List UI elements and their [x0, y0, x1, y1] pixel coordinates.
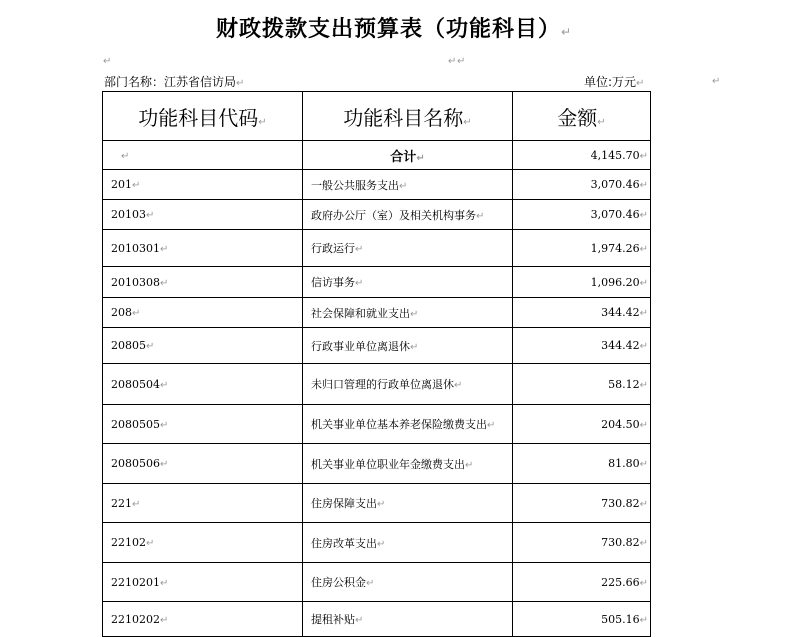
- cell-code: [103, 200, 303, 230]
- header-row: [103, 92, 651, 141]
- cell-name: [303, 563, 513, 602]
- cell-amount-text: 3,070.46: [590, 178, 640, 191]
- paragraph-mark: ↵: [410, 308, 419, 320]
- budget-table: [102, 91, 651, 637]
- cell-code-text: 208: [111, 306, 132, 319]
- paragraph-mark: ↵: [160, 577, 169, 589]
- cell-name-text: 社会保障和就业支出: [311, 306, 410, 320]
- paragraph-mark: ↵: [377, 499, 386, 510]
- paragraph-mark: ↵: [639, 577, 648, 589]
- table-row: [103, 444, 651, 484]
- paragraph-mark: ↵: [639, 419, 648, 431]
- cell-code-text: 2080505: [111, 417, 160, 431]
- cell-code-text: 20103: [111, 208, 146, 221]
- cell-amount-text: 81.80: [608, 457, 640, 470]
- paragraph-mark: ↵: [160, 243, 169, 255]
- paragraph-mark: ↵: [639, 459, 648, 470]
- paragraph-mark: ↵: [636, 78, 645, 89]
- cell-name-text: 机关事业单位基本养老保险缴费支出: [311, 418, 487, 431]
- cell-name-text: 住房保障支出: [311, 497, 377, 510]
- cell-code: [103, 602, 303, 637]
- paragraph-mark: ↵: [712, 76, 721, 87]
- cell-name-text: 一般公共服务支出: [311, 178, 399, 192]
- paragraph-mark: ↵: [639, 379, 648, 391]
- cell-amount: [513, 170, 651, 200]
- cell-name: [303, 267, 513, 298]
- table-row: [103, 602, 651, 637]
- cell-amount-text: 344.42: [601, 339, 640, 352]
- cell-code: [103, 484, 303, 523]
- cell-amount-text: 730.82: [601, 536, 640, 549]
- cell-name: [303, 405, 513, 444]
- cell-amount-text: 58.12: [608, 377, 640, 391]
- table-row: [103, 328, 651, 364]
- table-row: [103, 200, 651, 230]
- cell-name-text: 未归口管理的行政单位离退休: [311, 378, 454, 391]
- paragraph-mark: ↵: [355, 278, 364, 289]
- cell-amount: [513, 267, 651, 298]
- cell-amount: [513, 230, 651, 267]
- paragraph-mark: ↵: [639, 180, 648, 191]
- cell-code-text: 20805: [111, 339, 146, 352]
- cell-name: [303, 364, 513, 405]
- paragraph-mark: ↵: [160, 379, 169, 391]
- paragraph-mark: ↵: [366, 578, 375, 589]
- paragraph-mark: ↵: [132, 180, 141, 191]
- cell-name-text: 政府办公厅（室）及相关机构事务: [311, 208, 476, 222]
- cell-name-text: 提租补贴: [311, 613, 355, 626]
- cell-amount-text: 730.82: [601, 496, 640, 510]
- cell-code: [103, 364, 303, 405]
- cell-amount-text: 344.42: [601, 306, 640, 319]
- cell-code-text: 2210202: [111, 612, 160, 626]
- cell-name-text: 住房公积金: [311, 576, 366, 589]
- cell-code: [103, 444, 303, 484]
- unit-line: [584, 73, 644, 90]
- cell-amount: [513, 523, 651, 563]
- paragraph-mark: ↵: [639, 614, 648, 626]
- cell-name: [303, 484, 513, 523]
- paragraph-mark: ↵: [160, 459, 169, 470]
- paragraph-mark: ↵: [377, 538, 386, 550]
- table-row: [103, 298, 651, 328]
- cell-name: [303, 444, 513, 484]
- cell-amount: [513, 484, 651, 523]
- table-row: [103, 170, 651, 200]
- budget-table-body: [103, 92, 651, 637]
- cell-name: [303, 523, 513, 563]
- cell-code-text: 22102: [111, 536, 146, 549]
- cell-code: [103, 328, 303, 364]
- cell-name: [303, 170, 513, 200]
- cell-name: [303, 200, 513, 230]
- cell-code: [103, 267, 303, 298]
- cell-code: [103, 405, 303, 444]
- cell-code: [103, 298, 303, 328]
- cell-name: [303, 298, 513, 328]
- paragraph-mark: ↵: [160, 277, 169, 289]
- department-name: 部门名称：江苏省信访局: [104, 75, 237, 89]
- cell-code: [103, 563, 303, 602]
- paragraph-mark: ↵: [355, 244, 364, 255]
- cell-amount: [513, 444, 651, 484]
- cell-amount: [513, 563, 651, 602]
- cell-name: [303, 602, 513, 637]
- cell-code-text: 2080504: [111, 377, 160, 391]
- cell-code-text: 2210201: [111, 575, 160, 589]
- paragraph-mark: ↵: [399, 180, 408, 192]
- cell-amount-text: 225.66: [601, 575, 640, 589]
- cell-amount-text: 3,070.46: [590, 208, 640, 221]
- paragraph-mark: ↵: [457, 56, 466, 67]
- paragraph-mark: ↵: [146, 538, 155, 549]
- paragraph-mark: ↵: [236, 78, 245, 89]
- page-title: [0, 12, 788, 43]
- paragraph-mark: ↵: [639, 538, 648, 549]
- cell-code-text: 221: [111, 496, 132, 510]
- cell-code-text: 2080506: [111, 457, 160, 470]
- paragraph-mark: ↵: [454, 380, 463, 391]
- cell-name-text: 信访事务: [311, 276, 355, 289]
- cell-amount: [513, 405, 651, 444]
- table-row: [103, 523, 651, 563]
- paragraph-mark: ↵: [639, 243, 648, 255]
- cell-code: [103, 170, 303, 200]
- cell-name-text: 机关事业单位职业年金缴费支出: [311, 457, 465, 471]
- cell-amount-text: 204.50: [601, 417, 640, 431]
- title-text: 财政拨款支出预算表（功能科目）: [215, 16, 561, 42]
- paragraph-mark: ↵: [160, 419, 169, 431]
- total-label-cell: 合计↵: [303, 141, 513, 170]
- cell-code-text: 201: [111, 178, 132, 191]
- cell-name: [303, 328, 513, 364]
- paragraph-mark: ↵: [560, 25, 573, 39]
- cell-amount: [513, 328, 651, 364]
- cell-amount: [513, 364, 651, 405]
- paragraph-mark: ↵: [355, 615, 364, 626]
- paragraph-mark: ↵: [146, 341, 155, 352]
- department-line: [104, 73, 244, 90]
- cell-name-text: 行政运行: [311, 242, 355, 255]
- paragraph-mark: ↵: [132, 308, 141, 319]
- paragraph-mark: ↵: [639, 210, 648, 221]
- cell-code: [103, 523, 303, 563]
- paragraph-mark: ↵: [160, 614, 169, 626]
- table-row: [103, 364, 651, 405]
- header-code: 功能科目代码↵: [103, 92, 303, 141]
- paragraph-mark: ↵: [448, 56, 457, 67]
- paragraph-mark: ↵: [639, 308, 648, 319]
- paragraph-mark: ↵: [146, 210, 155, 221]
- header-name: 功能科目名称↵: [303, 92, 513, 141]
- table-row: [103, 267, 651, 298]
- paragraph-mark: ↵: [639, 498, 648, 510]
- cell-amount-text: 1,096.20: [590, 275, 640, 289]
- paragraph-mark: ↵: [132, 498, 141, 510]
- cell-name-text: 住房改革支出: [311, 536, 377, 550]
- paragraph-mark: ↵: [103, 56, 112, 67]
- table-row: [103, 230, 651, 267]
- cell-amount: [513, 602, 651, 637]
- header-amount: 金额↵: [513, 92, 651, 141]
- cell-code-text: 2010301: [111, 241, 160, 255]
- unit-label: 单位:万元: [584, 75, 637, 89]
- table-row: [103, 405, 651, 444]
- cell-amount-text: 505.16: [601, 612, 640, 626]
- table-row: [103, 563, 651, 602]
- total-amount-cell: 4,145.70↵: [513, 141, 651, 170]
- paragraph-mark: ↵: [639, 277, 648, 289]
- cell-code: [103, 230, 303, 267]
- paragraph-mark: ↵: [639, 341, 648, 352]
- cell-code-text: 2010308: [111, 275, 160, 289]
- cell-name-text: 行政事业单位离退休: [311, 339, 410, 353]
- paragraph-mark: ↵: [487, 420, 496, 431]
- cell-amount: [513, 200, 651, 230]
- cell-amount: [513, 298, 651, 328]
- total-row: [103, 141, 651, 170]
- paragraph-mark: ↵: [476, 210, 485, 222]
- cell-name: [303, 230, 513, 267]
- table-row: [103, 484, 651, 523]
- paragraph-mark: ↵: [410, 341, 419, 353]
- cell-amount-text: 1,974.26: [590, 241, 640, 255]
- total-code-cell: ↵: [103, 141, 303, 170]
- paragraph-mark: ↵: [465, 459, 474, 471]
